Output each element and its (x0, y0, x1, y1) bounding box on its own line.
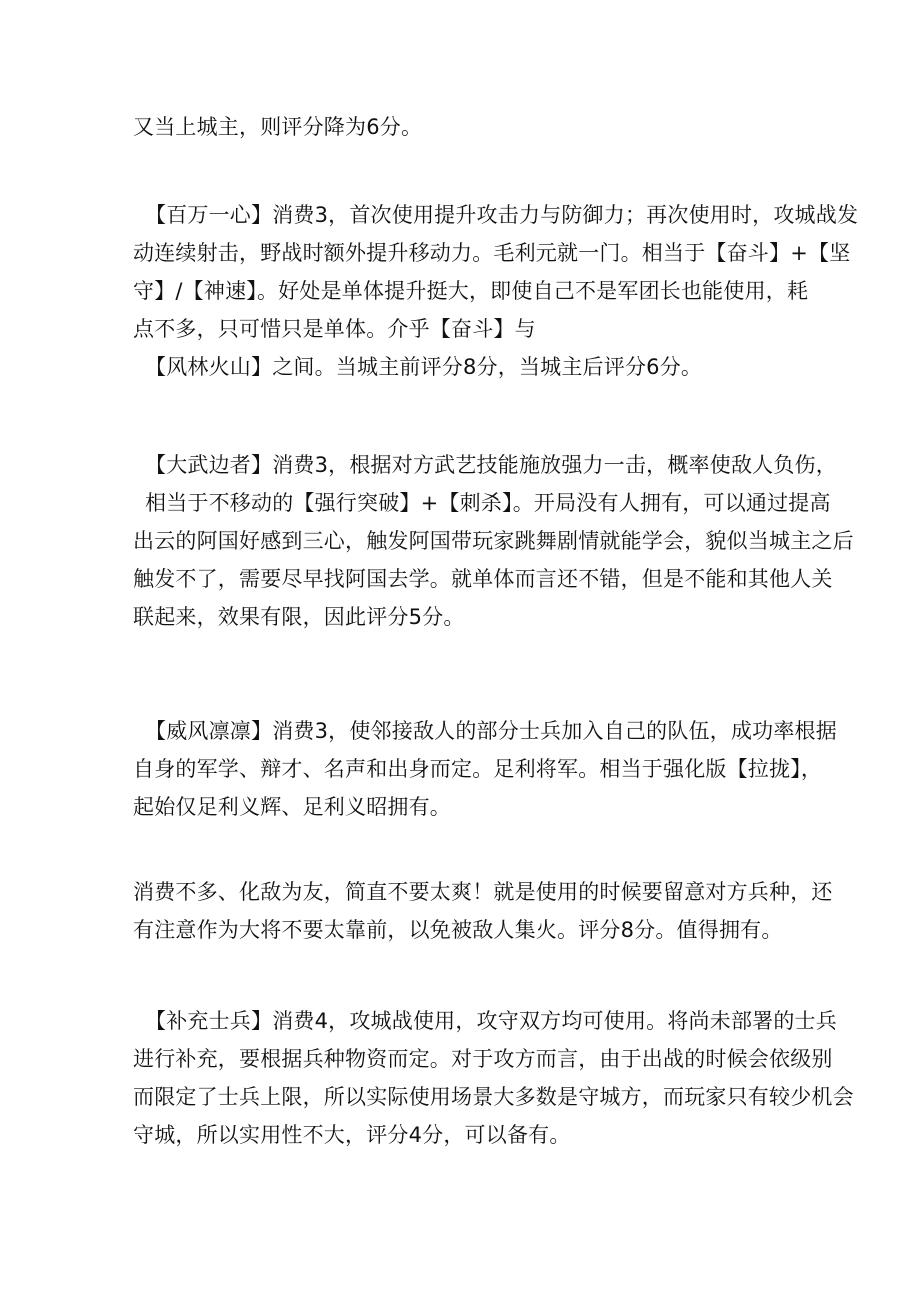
text-line: 【威风凛凛】消费3，使邻接敌人的部分士兵加入自己的队伍，成功率根据 (145, 719, 837, 743)
text-line: 相当于不移动的【强行突破】+【刺杀】。开局没有人拥有，可以通过提高 (145, 491, 831, 515)
text-line: 【风林火山】之间。当城主前评分8分，当城主后评分6分。 (145, 355, 703, 379)
paragraph-weifeng-linlin (133, 712, 837, 826)
text-line: 而限定了士兵上限，所以实际使用场景大多数是守城方，而玩家只有较少机会 (133, 1085, 854, 1109)
paragraph-dawu-bianzhe (133, 446, 854, 636)
text-line: 【百万一心】消费3，首次使用提升攻击力与防御力；再次使用时，攻城战发 (145, 203, 859, 227)
paragraph-baiwan-yixin (133, 196, 859, 386)
text-line: 守】/【神速】。好处是单体提升挺大，即使自己不是军团长也能使用，耗 (133, 279, 809, 303)
paragraph-buchong-shibing (133, 1002, 854, 1154)
paragraph-intro (133, 108, 803, 146)
text-line: 自身的军学、辩才、名声和出身而定。足利将军。相当于强化版【拉拢】， (133, 757, 823, 781)
text-line: 点不多，只可惜只是单体。介乎【奋斗】与 (133, 317, 536, 341)
text-line: 出云的阿国好感到三心，触发阿国带玩家跳舞剧情就能学会，貌似当城主之后 (133, 529, 854, 553)
text-line: 【大武边者】消费3，根据对方武艺技能施放强力一击，概率使敌人负伤， (145, 453, 837, 477)
text-line: 【补充士兵】消费4，攻城战使用，攻守双方均可使用。将尚未部署的士兵 (145, 1009, 837, 1033)
text-line: 又当上城主，则评分降为6分。 (133, 115, 423, 139)
paragraph-weifeng-comment (133, 873, 833, 949)
text-line: 消费不多、化敌为友，简直不要太爽！就是使用的时候要留意对方兵种，还 (133, 880, 833, 904)
text-line: 起始仅足利义辉、足利义昭拥有。 (133, 795, 451, 819)
text-line: 进行补充，要根据兵种物资而定。对于攻方而言，由于出战的时候会依级别 (133, 1047, 833, 1071)
text-line: 守城，所以实用性不大，评分4分，可以备有。 (133, 1123, 571, 1147)
text-line: 联起来，效果有限，因此评分5分。 (133, 605, 465, 629)
text-line: 有注意作为大将不要太靠前，以免被敌人集火。评分8分。值得拥有。 (133, 918, 783, 942)
text-line: 动连续射击，野战时额外提升移动力。毛利元就一门。相当于【奋斗】+【坚 (133, 241, 851, 265)
text-line: 触发不了，需要尽早找阿国去学。就单体而言还不错，但是不能和其他人关 (133, 567, 833, 591)
